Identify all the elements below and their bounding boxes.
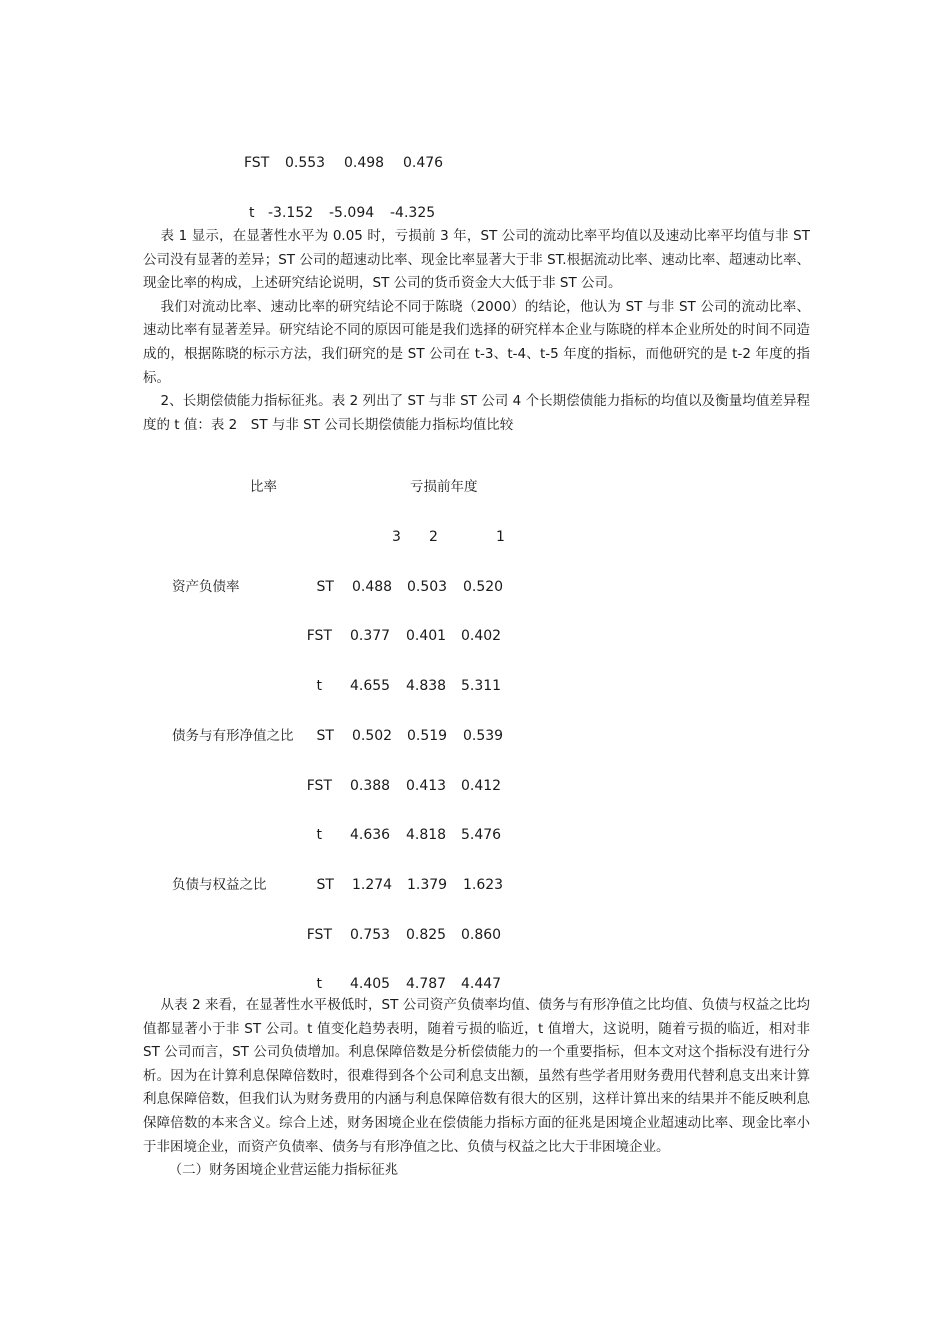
table1-row-label: FST [244, 155, 270, 171]
paragraph: 表 1 显示，在显著性水平为 0.05 时，亏损前 3 年，ST 公司的流动比率平均值以及速动比率平均值与非 ST 公司没有显著的差异；ST 公司的超速动比率、现金比率显著大于非 ST.根据流动比率、速动比率、超速动比率、现金比率的构成，上述研究结论说明，ST 公司的货币资金大大低于非 ST 公司。 [143, 228, 810, 292]
table2-cell: 4.838 [406, 678, 447, 694]
table1-cell: -5.094 [329, 205, 375, 221]
table2-cell: 1.379 [407, 877, 448, 893]
table2-row-code: t [316, 827, 322, 843]
table2-cell: 0.503 [407, 579, 448, 595]
table2-row-code: t [316, 678, 322, 694]
table2-header-ratio: 比率 [250, 479, 277, 495]
table2-row-code: ST [316, 877, 334, 893]
body-text-upper [143, 225, 810, 437]
paragraph: 2、长期偿债能力指标征兆。表 2 列出了 ST 与非 ST 公司 4 个长期偿债能力指标的均值以及衡量均值差异程度的 t 值：表 2 ST 与非 ST 公司长期偿债能力指标均值比较 [143, 393, 810, 433]
body-text-lower [143, 994, 810, 1183]
section-heading: （二）财务困境企业营运能力指标征兆 [168, 1162, 399, 1179]
table2-cell: 0.488 [352, 579, 393, 595]
table1-cell: -3.152 [268, 205, 314, 221]
table1-cell: 0.553 [285, 155, 326, 171]
table2-group-name: 债务与有形净值之比 [172, 728, 294, 744]
table2-cell: 0.860 [461, 927, 502, 943]
table2-cell: 4.405 [350, 976, 391, 992]
table2-cell: 0.519 [407, 728, 448, 744]
table2-cell: 4.655 [350, 678, 391, 694]
paragraph: 我们对流动比率、速动比率的研究结论不同于陈晓（2000）的结论，他认为 ST 与非 ST 公司的流动比率、速动比率有显著差异。研究结论不同的原因可能是我们选择的研究样本企业与陈晓的样本企业所处的时间不同造成的，根据陈晓的标示方法，我们研究的是 ST 公司在 t-3、t-4、t-5 年度的指标，而他研究的是 t-2 年度的指标。 [143, 298, 810, 386]
table2-cell: 0.539 [463, 728, 504, 744]
table2-row-code: t [316, 976, 322, 992]
table2-cell: 0.377 [350, 628, 391, 644]
table2-group-name: 负债与权益之比 [172, 877, 267, 893]
table2-cell: 0.502 [352, 728, 393, 744]
table2-cell: 5.476 [461, 827, 502, 843]
table1-cell: 0.476 [403, 155, 444, 171]
table2-row-code: ST [316, 579, 334, 595]
table2-row-code: FST [306, 778, 332, 794]
table2-cell: 4.787 [406, 976, 447, 992]
table2-cell: 0.402 [461, 628, 502, 644]
table2-cell: 4.636 [350, 827, 391, 843]
table2-year-col: 3 [392, 529, 401, 545]
table2-cell: 1.274 [352, 877, 393, 893]
table2-row-code: ST [316, 728, 334, 744]
table2-cell: 5.311 [461, 678, 502, 694]
table2-cell: 0.388 [350, 778, 391, 794]
table2-cell: 0.412 [461, 778, 502, 794]
table2-cell: 4.818 [406, 827, 447, 843]
paragraph: 从表 2 来看，在显著性水平极低时，ST 公司资产负债率均值、债务与有形净值之比均值、负债与权益之比均值都显著小于非 ST 公司。t 值变化趋势表明，随着亏损的临近，t 值增大，这说明，随着亏损的临近，相对非 ST 公司而言，ST 公司负债增加。利息保障倍数是分析偿债能力的一个重要指标，但本文对这个指标没有进行分析。因为在计算利息保障倍数时，很难得到各个公司利息支出额，虽然有些学者用财务费用代替利息支出来计算利息保障倍数，但我们认为财务费用的内涵与利息保障倍数有很大的区别，这样计算出来的结果并不能反映利息保障倍数的本来含义。综合上述，财务困境企业在偿债能力指标方面的征兆是困境企业超速动比率、现金比率小于非困境企业，而资产负债率、债务与有形净值之比、负债与权益之比大于非困境企业。 [143, 997, 810, 1155]
table2-cell: 0.401 [406, 628, 447, 644]
table2-cell: 0.753 [350, 927, 391, 943]
table2-cell: 0.520 [463, 579, 504, 595]
table2-year-col: 2 [429, 529, 438, 545]
table1-cell: -4.325 [390, 205, 436, 221]
table1-cell: 0.498 [344, 155, 385, 171]
table2-cell: 1.623 [463, 877, 504, 893]
table2-group-name: 资产负债率 [172, 579, 240, 595]
table2-header-years: 亏损前年度 [410, 479, 478, 495]
table2-cell: 0.413 [406, 778, 447, 794]
table2-row-code: FST [306, 628, 332, 644]
table2-year-col: 1 [496, 529, 505, 545]
table2-cell: 0.825 [406, 927, 447, 943]
table2-row-code: FST [306, 927, 332, 943]
table1-row-label: t [249, 205, 255, 221]
table2-cell: 4.447 [461, 976, 502, 992]
